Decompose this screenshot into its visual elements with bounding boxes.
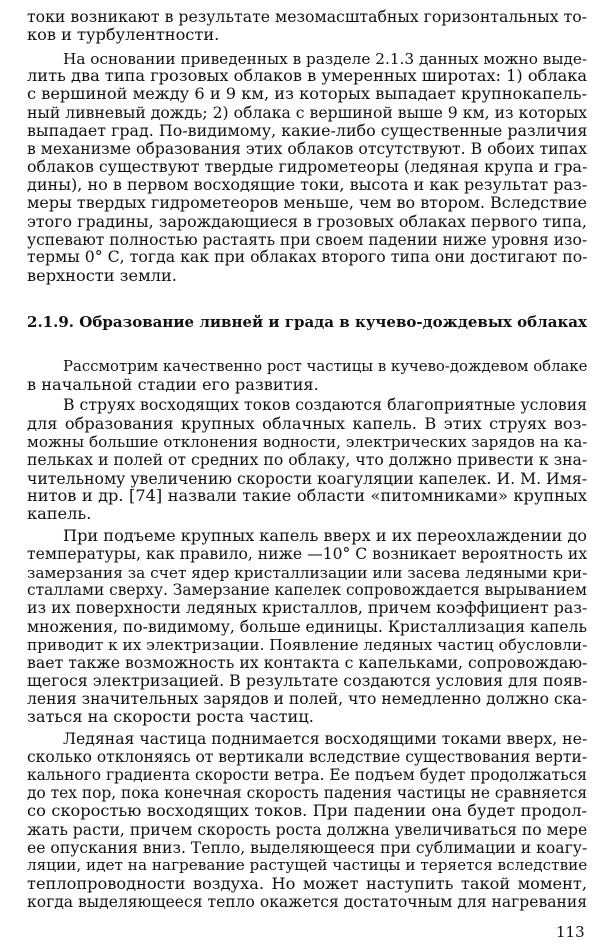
text-line: до тех пор, пока конечная скорость падения частицы не сравняется bbox=[27, 784, 588, 802]
text-line: пельках и полей от средних по облаку, что должно привести к зна- bbox=[27, 450, 588, 469]
text-line: для образования крупных облачных капель. В этих струях воз- bbox=[27, 414, 587, 433]
text-line: чительному увеличению скорости коагуляции капелек. И. М. Имя- bbox=[27, 469, 588, 488]
page-number: 113 bbox=[556, 923, 585, 941]
text-line: когда выделяющееся тепло окажется достаточным для нагревания bbox=[27, 893, 588, 911]
text-line: вает также возможность их контакта с капельками, сопровождаю- bbox=[27, 653, 588, 672]
text-line: сколько отклоняясь от вертикали вследствие существования верти- bbox=[27, 748, 588, 766]
text-line: успевают полностью растаять при своем падении ниже уровня изо- bbox=[27, 231, 588, 249]
text-line: жать расти, причем скорость роста должна увеличиваться по мере bbox=[27, 820, 588, 839]
section-heading: 2.1.9. Образование ливней и града в кучево-дождевых облаках bbox=[27, 313, 587, 331]
text-line: термы 0° С, тогда как при облаках второго типа они достигают по- bbox=[27, 247, 588, 266]
text-line: ков и турбулентности. bbox=[27, 25, 220, 44]
text-line: ляции, идет на нагревание растущей частицы и теряется вследствие bbox=[27, 856, 588, 874]
text-line: нитов и др. [74] назвали такие области «питомниками» крупных bbox=[27, 486, 587, 505]
text-line: кального градиента скорости ветра. Ее подъем будет продолжаться bbox=[27, 766, 588, 784]
text-line: этого градины, зарождающиеся в грозовых облаках первого типа, bbox=[27, 212, 587, 231]
text-line: множения, по-видимому, больше единицы. Кристаллизация капель bbox=[27, 618, 588, 636]
text-line: выпадает град. По-видимому, какие-либо существенные различия bbox=[27, 121, 588, 140]
text-line: теплопроводности воздуха. Но может наступить такой момент, bbox=[27, 874, 587, 893]
text-line: приводит к их электризации. Появление ледяных частиц обусловли- bbox=[27, 636, 588, 654]
text-line: в начальной стадии его развития. bbox=[27, 375, 319, 394]
text-line: токи возникают в результате мезомасштабных горизонтальных то- bbox=[27, 7, 588, 26]
text-line: меры твердых гидрометеоров меньше, чем во втором. Вследствие bbox=[27, 193, 588, 212]
text-line: капель. bbox=[27, 504, 92, 523]
text-line: замерзания за счет ядер кристаллизации или засева ледяными кри- bbox=[27, 564, 588, 582]
text-line: На основании приведенных в разделе 2.1.3 данных можно выде- bbox=[63, 50, 588, 68]
text-line: заться на скорости роста частиц. bbox=[27, 707, 314, 726]
text-line: верхности земли. bbox=[27, 266, 177, 285]
text-line: Рассмотрим качественно рост частицы в кучево-дождевом облаке bbox=[63, 357, 588, 375]
text-line: с вершиной между 6 и 9 км, из которых выпадает крупнокапель- bbox=[27, 84, 588, 103]
text-line: лить два типа грозовых облаков в умеренных широтах: 1) облака bbox=[27, 66, 588, 85]
text-line: облаков существуют твердые гидрометеоры (ледяная крупа и гра- bbox=[27, 157, 588, 176]
text-line: сталлами сверху. Замерзание капелек сопровождается вырыванием bbox=[27, 581, 587, 599]
text-line: ный ливневый дождь; 2) облака с вершиной выше 9 км, из которых bbox=[27, 103, 588, 122]
text-line: температуры, как правило, ниже —10° С возникает вероятность их bbox=[27, 545, 588, 563]
text-line: Ледяная частица поднимается восходящими токами вверх, не- bbox=[63, 729, 588, 748]
text-line: В струях восходящих токов создаются благоприятные условия bbox=[63, 395, 588, 414]
text-line: в механизме образования этих облаков отсутствуют. В обоих типах bbox=[27, 139, 588, 158]
text-line: дины), но в первом восходящие токи, высота и как результат раз- bbox=[27, 175, 588, 194]
text-line: При подъеме крупных капель вверх и их переохлаждении до bbox=[63, 526, 588, 545]
text-line: можны большие отклонения водности, электрических зарядов на ка- bbox=[27, 433, 588, 451]
text-line: ления значительных зарядов и полей, что немедленно должно ска- bbox=[27, 690, 588, 708]
text-line: ее опускания вниз. Тепло, выделяющееся при сублимации и коагу- bbox=[27, 839, 588, 857]
text-line: со скоростью восходящих токов. При падении она будет продол- bbox=[27, 801, 588, 820]
text-line: щегося электризацией. В результате создаются условия для появ- bbox=[27, 671, 588, 690]
text-line: из их поверхности ледяных кристаллов, причем коэффициент раз- bbox=[27, 598, 588, 617]
